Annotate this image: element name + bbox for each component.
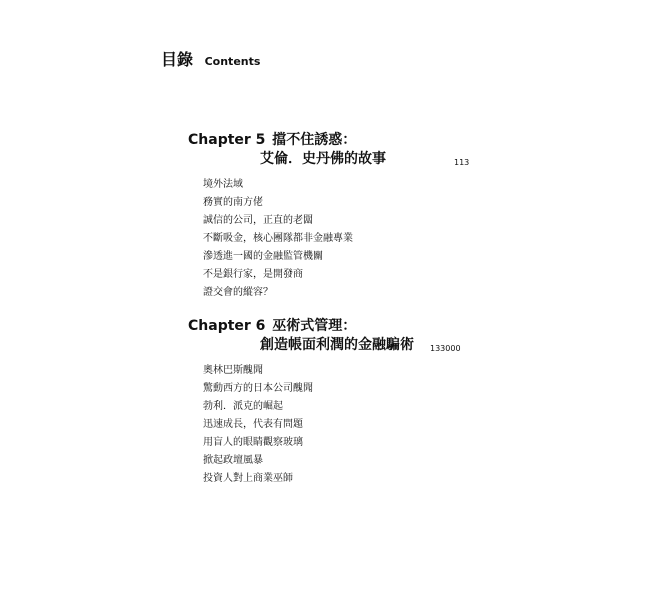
chapter-subtitle: 艾倫．史丹佛的故事: [260, 151, 386, 167]
chapter-label: Chapter 6: [188, 318, 266, 334]
section-item: 驚動西方的日本公司醜聞: [203, 383, 313, 394]
contents-title-zh: 目錄: [161, 50, 194, 69]
chapter-title: [188, 317, 488, 336]
section-item: 境外法域: [203, 179, 243, 190]
section-item: 不斷吸金，核心團隊都非金融專業: [203, 233, 353, 244]
section-item: 用盲人的眼睛觀察玻璃: [203, 437, 303, 448]
chapter-subtitle: 創造帳面利潤的金融騙術: [260, 337, 414, 353]
chapter-page-number: 133000: [430, 344, 461, 353]
chapter-5-entry: [188, 131, 488, 298]
chapter-subtitle-row: [188, 336, 488, 355]
section-item: 勃利．派克的崛起: [203, 401, 283, 412]
chapter-page-number: 113: [454, 158, 470, 167]
chapter-title: [188, 131, 488, 150]
section-item: 掀起政壇風暴: [203, 455, 263, 466]
section-item: 證交會的縱容？: [203, 287, 273, 298]
chapter-heading: 巫術式管理：: [272, 318, 357, 334]
section-item: 投資人對上商業巫師: [203, 473, 293, 484]
chapter-heading: 擋不住誘惑：: [272, 132, 357, 148]
section-item: 奧林巴斯醜聞: [203, 365, 263, 376]
section-list: [203, 176, 353, 302]
section-item: 務實的南方佬: [203, 197, 263, 208]
section-item: 誠信的公司，正直的老闆: [203, 215, 313, 226]
chapter-label: Chapter 5: [188, 132, 266, 148]
section-list: [203, 362, 313, 488]
page-header: [161, 47, 260, 70]
contents-title-en: Contents: [204, 55, 261, 68]
chapter-subtitle-row: [188, 150, 488, 169]
chapter-6-entry: [188, 317, 488, 484]
section-item: 不是銀行家，是開發商: [203, 269, 303, 280]
section-item: 迅速成長，代表有問題: [203, 419, 303, 430]
section-item: 滲透進一國的金融監管機關: [203, 251, 323, 262]
